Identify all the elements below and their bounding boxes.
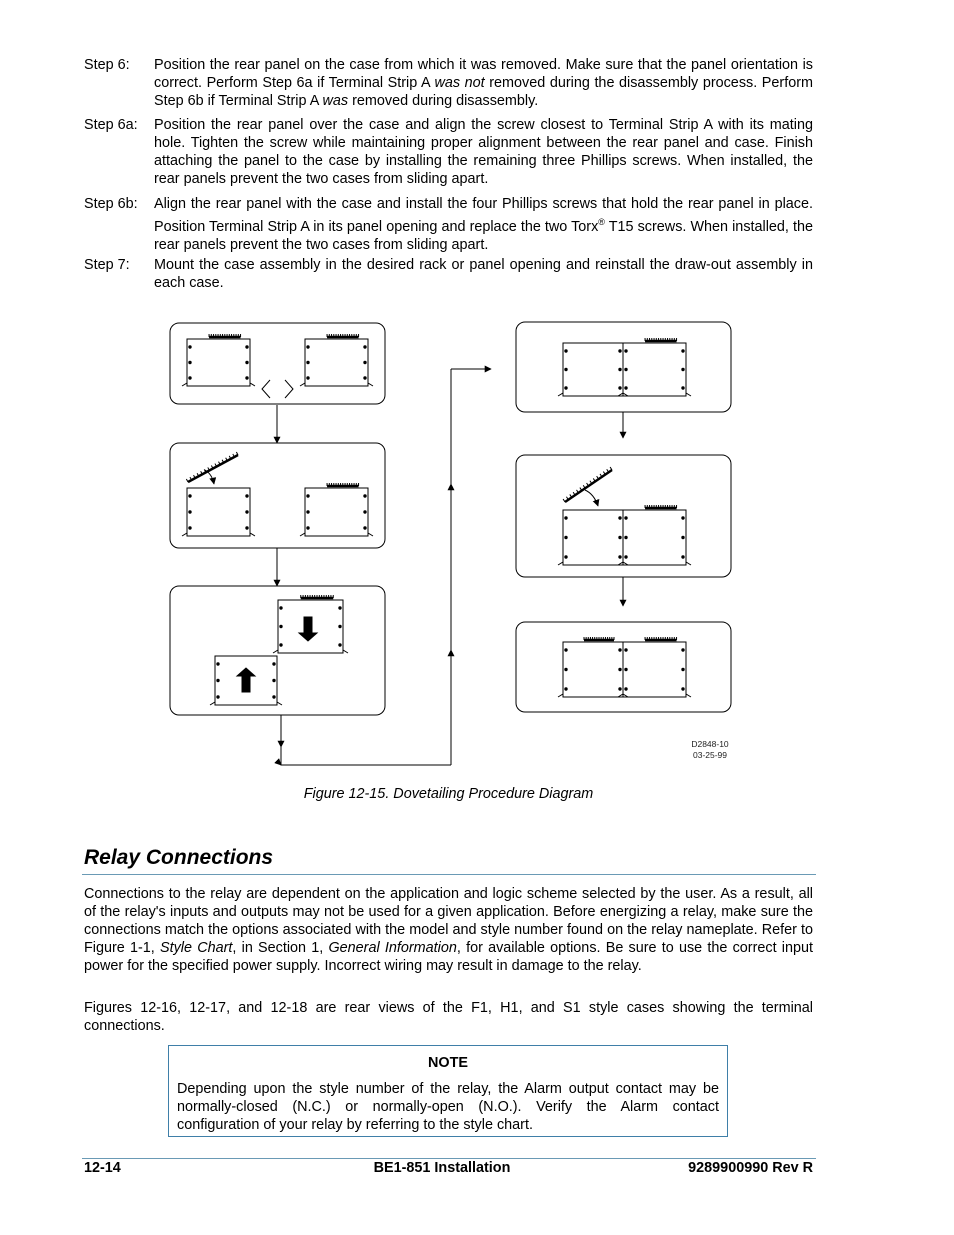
- screw: [682, 387, 684, 389]
- up-arrow-icon: [237, 668, 255, 692]
- relay-case: [623, 510, 686, 565]
- case-flange: [686, 694, 691, 697]
- relay-case: [305, 339, 368, 386]
- screw: [619, 536, 621, 538]
- step-text: Position the rear panel on the case from which it was removed. Make sure that the panel orientation is correct. Perform Step 6a if Terminal Strip A was not removed during the disassembly process. Perform Step 6b if Terminal Strip A was removed during disassembly.: [154, 57, 813, 109]
- screw: [565, 536, 567, 538]
- figure-caption: Figure 12-15. Dovetailing Procedure Diagram: [303, 786, 594, 802]
- screw: [565, 350, 567, 352]
- screw: [619, 688, 621, 690]
- screw: [619, 517, 621, 519]
- terminal-tab: [563, 499, 565, 502]
- screw: [307, 377, 309, 379]
- screw: [189, 527, 191, 529]
- case-flange: [368, 533, 373, 536]
- drawing-date: 03-25-99: [692, 750, 728, 760]
- screw: [682, 517, 684, 519]
- screw: [619, 668, 621, 670]
- case-flange: [250, 533, 255, 536]
- relay-case: [623, 642, 686, 697]
- screw: [364, 377, 366, 379]
- step-label: Step 6b:: [84, 196, 138, 212]
- case-flange: [182, 533, 187, 536]
- screw: [273, 696, 275, 698]
- screw: [625, 556, 627, 558]
- screw: [682, 688, 684, 690]
- screw: [565, 668, 567, 670]
- case-flange: [558, 393, 563, 396]
- screw: [625, 649, 627, 651]
- relay-case: [187, 488, 250, 536]
- screw: [246, 361, 248, 363]
- screw: [280, 625, 282, 627]
- section-heading: Relay Connections: [84, 846, 274, 869]
- screw: [364, 346, 366, 348]
- screw: [189, 495, 191, 497]
- screw: [189, 346, 191, 348]
- heading-rule: [82, 874, 816, 875]
- relay-case: [187, 339, 250, 386]
- dovetail-right: [285, 380, 293, 398]
- relay-case: [563, 642, 623, 697]
- case-flange: [686, 393, 691, 396]
- screw: [280, 607, 282, 609]
- case-flange: [368, 383, 373, 386]
- screw: [625, 350, 627, 352]
- screw: [682, 668, 684, 670]
- screw: [565, 649, 567, 651]
- screw: [339, 625, 341, 627]
- paragraph-connections: Connections to the relay are dependent on the application and logic scheme selected by the user. As a result, all of the relay's inputs and outputs may not be used for a given application. Before energizing a relay, make sure the connections match the options associated with the model and style number found on the relay nameplate. Refer to Figure 1-1, Style Chart, in Section 1, General Information, for available options. Be sure to use the correct input power for the specified power supply. Incorrect wiring may result in damage to the relay.: [84, 886, 813, 975]
- screw: [625, 368, 627, 370]
- flow-line: [281, 715, 451, 765]
- screw: [625, 517, 627, 519]
- screw: [246, 511, 248, 513]
- terminal-tab: [186, 479, 188, 482]
- screw: [364, 527, 366, 529]
- screw: [565, 688, 567, 690]
- step-text: Align the rear panel with the case and install the four Phillips screws that hold the rear panel in place. Position Terminal Strip A in its panel opening and replace the two Torx® T15 screws. When installed, the rear panels prevent the two cases from sliding apart.: [154, 196, 813, 253]
- screw: [682, 368, 684, 370]
- screw: [565, 556, 567, 558]
- case-flange: [686, 562, 691, 565]
- screw: [307, 527, 309, 529]
- note-title: NOTE: [428, 1055, 468, 1071]
- screw: [307, 361, 309, 363]
- case-flange: [182, 383, 187, 386]
- footer-page-number: 12-14: [84, 1160, 121, 1176]
- screw: [682, 649, 684, 651]
- screw: [339, 607, 341, 609]
- step-panel: [170, 323, 385, 404]
- case-flange: [300, 383, 305, 386]
- relay-case: [563, 343, 623, 396]
- screw: [339, 644, 341, 646]
- screw: [619, 556, 621, 558]
- screw: [682, 350, 684, 352]
- relay-case: [623, 343, 686, 396]
- step-panel: [170, 443, 385, 548]
- drawing-number: D2848-10: [691, 739, 729, 749]
- screw: [364, 361, 366, 363]
- case-flange: [250, 383, 255, 386]
- screw: [364, 495, 366, 497]
- screw: [189, 511, 191, 513]
- screw: [307, 346, 309, 348]
- screw: [682, 536, 684, 538]
- step-label: Step 6:: [84, 57, 130, 73]
- down-arrow-icon: [299, 617, 317, 641]
- relay-case: [563, 510, 623, 565]
- screw: [246, 527, 248, 529]
- step-text: Position the rear panel over the case and align the screw closest to Terminal Strip A with its mating hole. Tighten the screw while maintaining proper alignment between the rear panel and case. Finish attaching the panel to the case by installing the remaining three Phillips screws. When installed, the rear panels prevent the two cases from sliding apart.: [154, 117, 813, 187]
- screw: [619, 387, 621, 389]
- step-label: Step 6a:: [84, 117, 138, 133]
- case-flange: [277, 702, 282, 705]
- dovetail-left: [262, 380, 270, 398]
- note-body: Depending upon the style number of the relay, the Alarm output contact may be normally-closed (N.C.) or normally-open (N.O.). Verify the Alarm contact configuration of your relay by referring to the style chart.: [177, 1081, 719, 1133]
- screw: [273, 663, 275, 665]
- case-flange: [558, 694, 563, 697]
- screw: [625, 668, 627, 670]
- screw: [189, 361, 191, 363]
- screw: [565, 517, 567, 519]
- footer-doc-number: 9289900990 Rev R: [688, 1160, 813, 1176]
- move-arrow: [585, 490, 598, 506]
- screw: [565, 387, 567, 389]
- screw: [217, 696, 219, 698]
- screw: [619, 368, 621, 370]
- screw: [189, 377, 191, 379]
- screw: [565, 368, 567, 370]
- screw: [364, 511, 366, 513]
- screw: [619, 649, 621, 651]
- case-flange: [558, 562, 563, 565]
- screw: [682, 556, 684, 558]
- screw: [307, 495, 309, 497]
- case-flange: [210, 702, 215, 705]
- screw: [246, 377, 248, 379]
- footer-rule: [82, 1158, 816, 1159]
- relay-case: [305, 488, 368, 536]
- screw: [280, 644, 282, 646]
- case-flange: [273, 650, 278, 653]
- screw: [217, 679, 219, 681]
- screw: [625, 387, 627, 389]
- screw: [217, 663, 219, 665]
- case-flange: [343, 650, 348, 653]
- screw: [625, 536, 627, 538]
- screw: [246, 495, 248, 497]
- screw: [273, 679, 275, 681]
- note-box: [168, 1045, 728, 1137]
- step-text: Mount the case assembly in the desired rack or panel opening and reinstall the draw-out assembly in each case.: [154, 257, 813, 291]
- screw: [246, 346, 248, 348]
- step-label: Step 7:: [84, 257, 130, 273]
- case-flange: [300, 533, 305, 536]
- screw: [625, 688, 627, 690]
- paragraph-figures: Figures 12-16, 12-17, and 12-18 are rear views of the F1, H1, and S1 style cases showing the terminal connections.: [84, 1000, 813, 1035]
- footer-title: BE1-851 Installation: [373, 1160, 511, 1176]
- screw: [307, 511, 309, 513]
- screw: [619, 350, 621, 352]
